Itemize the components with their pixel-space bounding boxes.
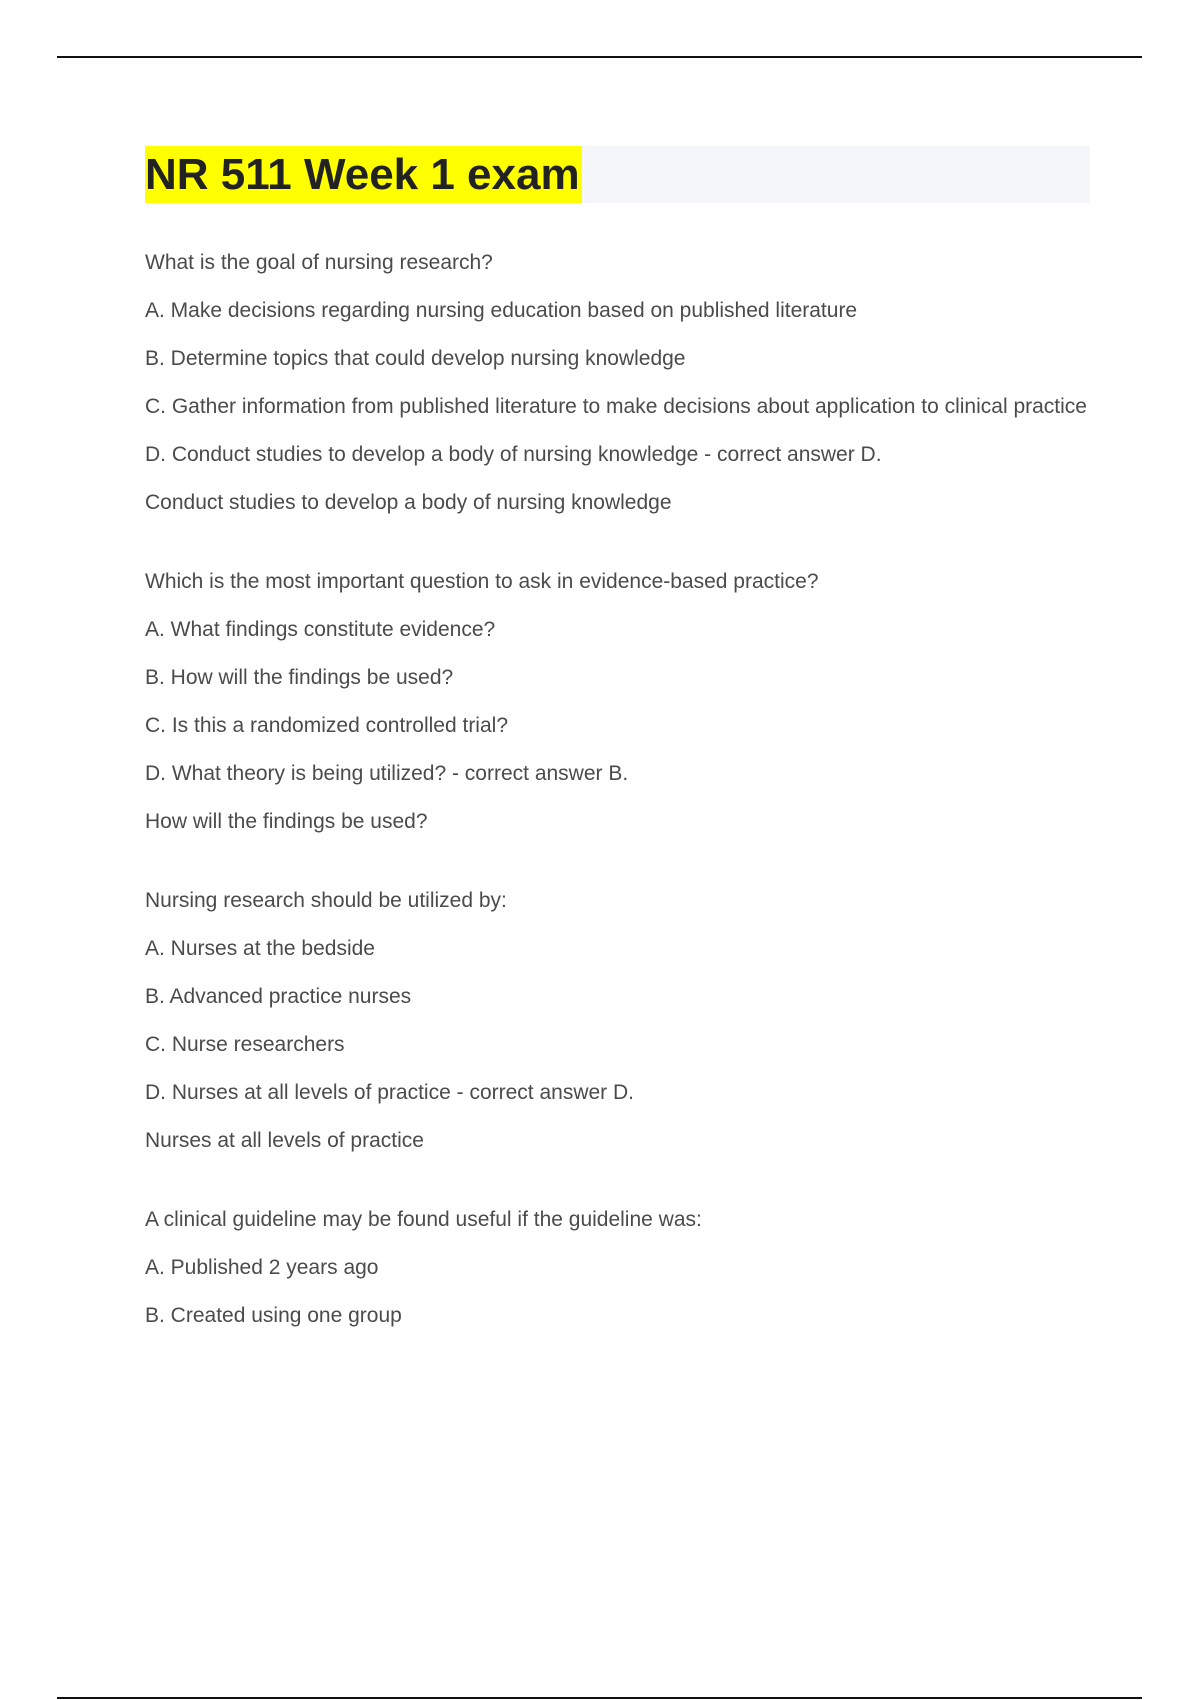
option-b: B. How will the findings be used?	[145, 666, 454, 689]
correct-answer-text: Conduct studies to develop a body of nursing knowledge	[145, 491, 672, 514]
option-d: D. Nurses at all levels of practice - correct answer D.	[145, 1081, 634, 1104]
option-c: C. Is this a randomized controlled trial?	[145, 714, 508, 737]
question-prompt: Nursing research should be utilized by:	[145, 889, 507, 912]
option-a: A. Published 2 years ago	[145, 1256, 379, 1279]
option-c: C. Nurse researchers	[145, 1033, 345, 1056]
question-prompt: Which is the most important question to ask in evidence-based practice?	[145, 570, 819, 593]
question-4	[145, 1205, 1090, 1331]
option-c: C. Gather information from published literature to make decisions about application to clinical practice	[145, 395, 1087, 418]
option-d: D. What theory is being utilized? - correct answer B.	[145, 762, 629, 785]
option-a: A. Nurses at the bedside	[145, 937, 375, 960]
correct-answer-text: Nurses at all levels of practice	[145, 1129, 424, 1152]
question-list	[145, 248, 1090, 1331]
correct-answer-text: How will the findings be used?	[145, 810, 428, 833]
title-band	[145, 146, 1090, 203]
option-d: D. Conduct studies to develop a body of nursing knowledge - correct answer D.	[145, 443, 882, 466]
document-body	[145, 146, 1090, 1380]
document-title: NR 511 Week 1 exam	[145, 146, 582, 203]
top-rule	[57, 56, 1142, 58]
option-b: B. Determine topics that could develop nursing knowledge	[145, 347, 686, 370]
question-prompt: A clinical guideline may be found useful if the guideline was:	[145, 1208, 702, 1231]
question-3	[145, 886, 1090, 1156]
option-b: B. Advanced practice nurses	[145, 985, 412, 1008]
option-a: A. Make decisions regarding nursing education based on published literature	[145, 299, 858, 322]
bottom-rule	[57, 1697, 1142, 1699]
question-1	[145, 248, 1090, 518]
option-b: B. Created using one group	[145, 1304, 402, 1327]
question-2	[145, 567, 1090, 837]
option-a: A. What findings constitute evidence?	[145, 618, 496, 641]
question-prompt: What is the goal of nursing research?	[145, 251, 493, 274]
